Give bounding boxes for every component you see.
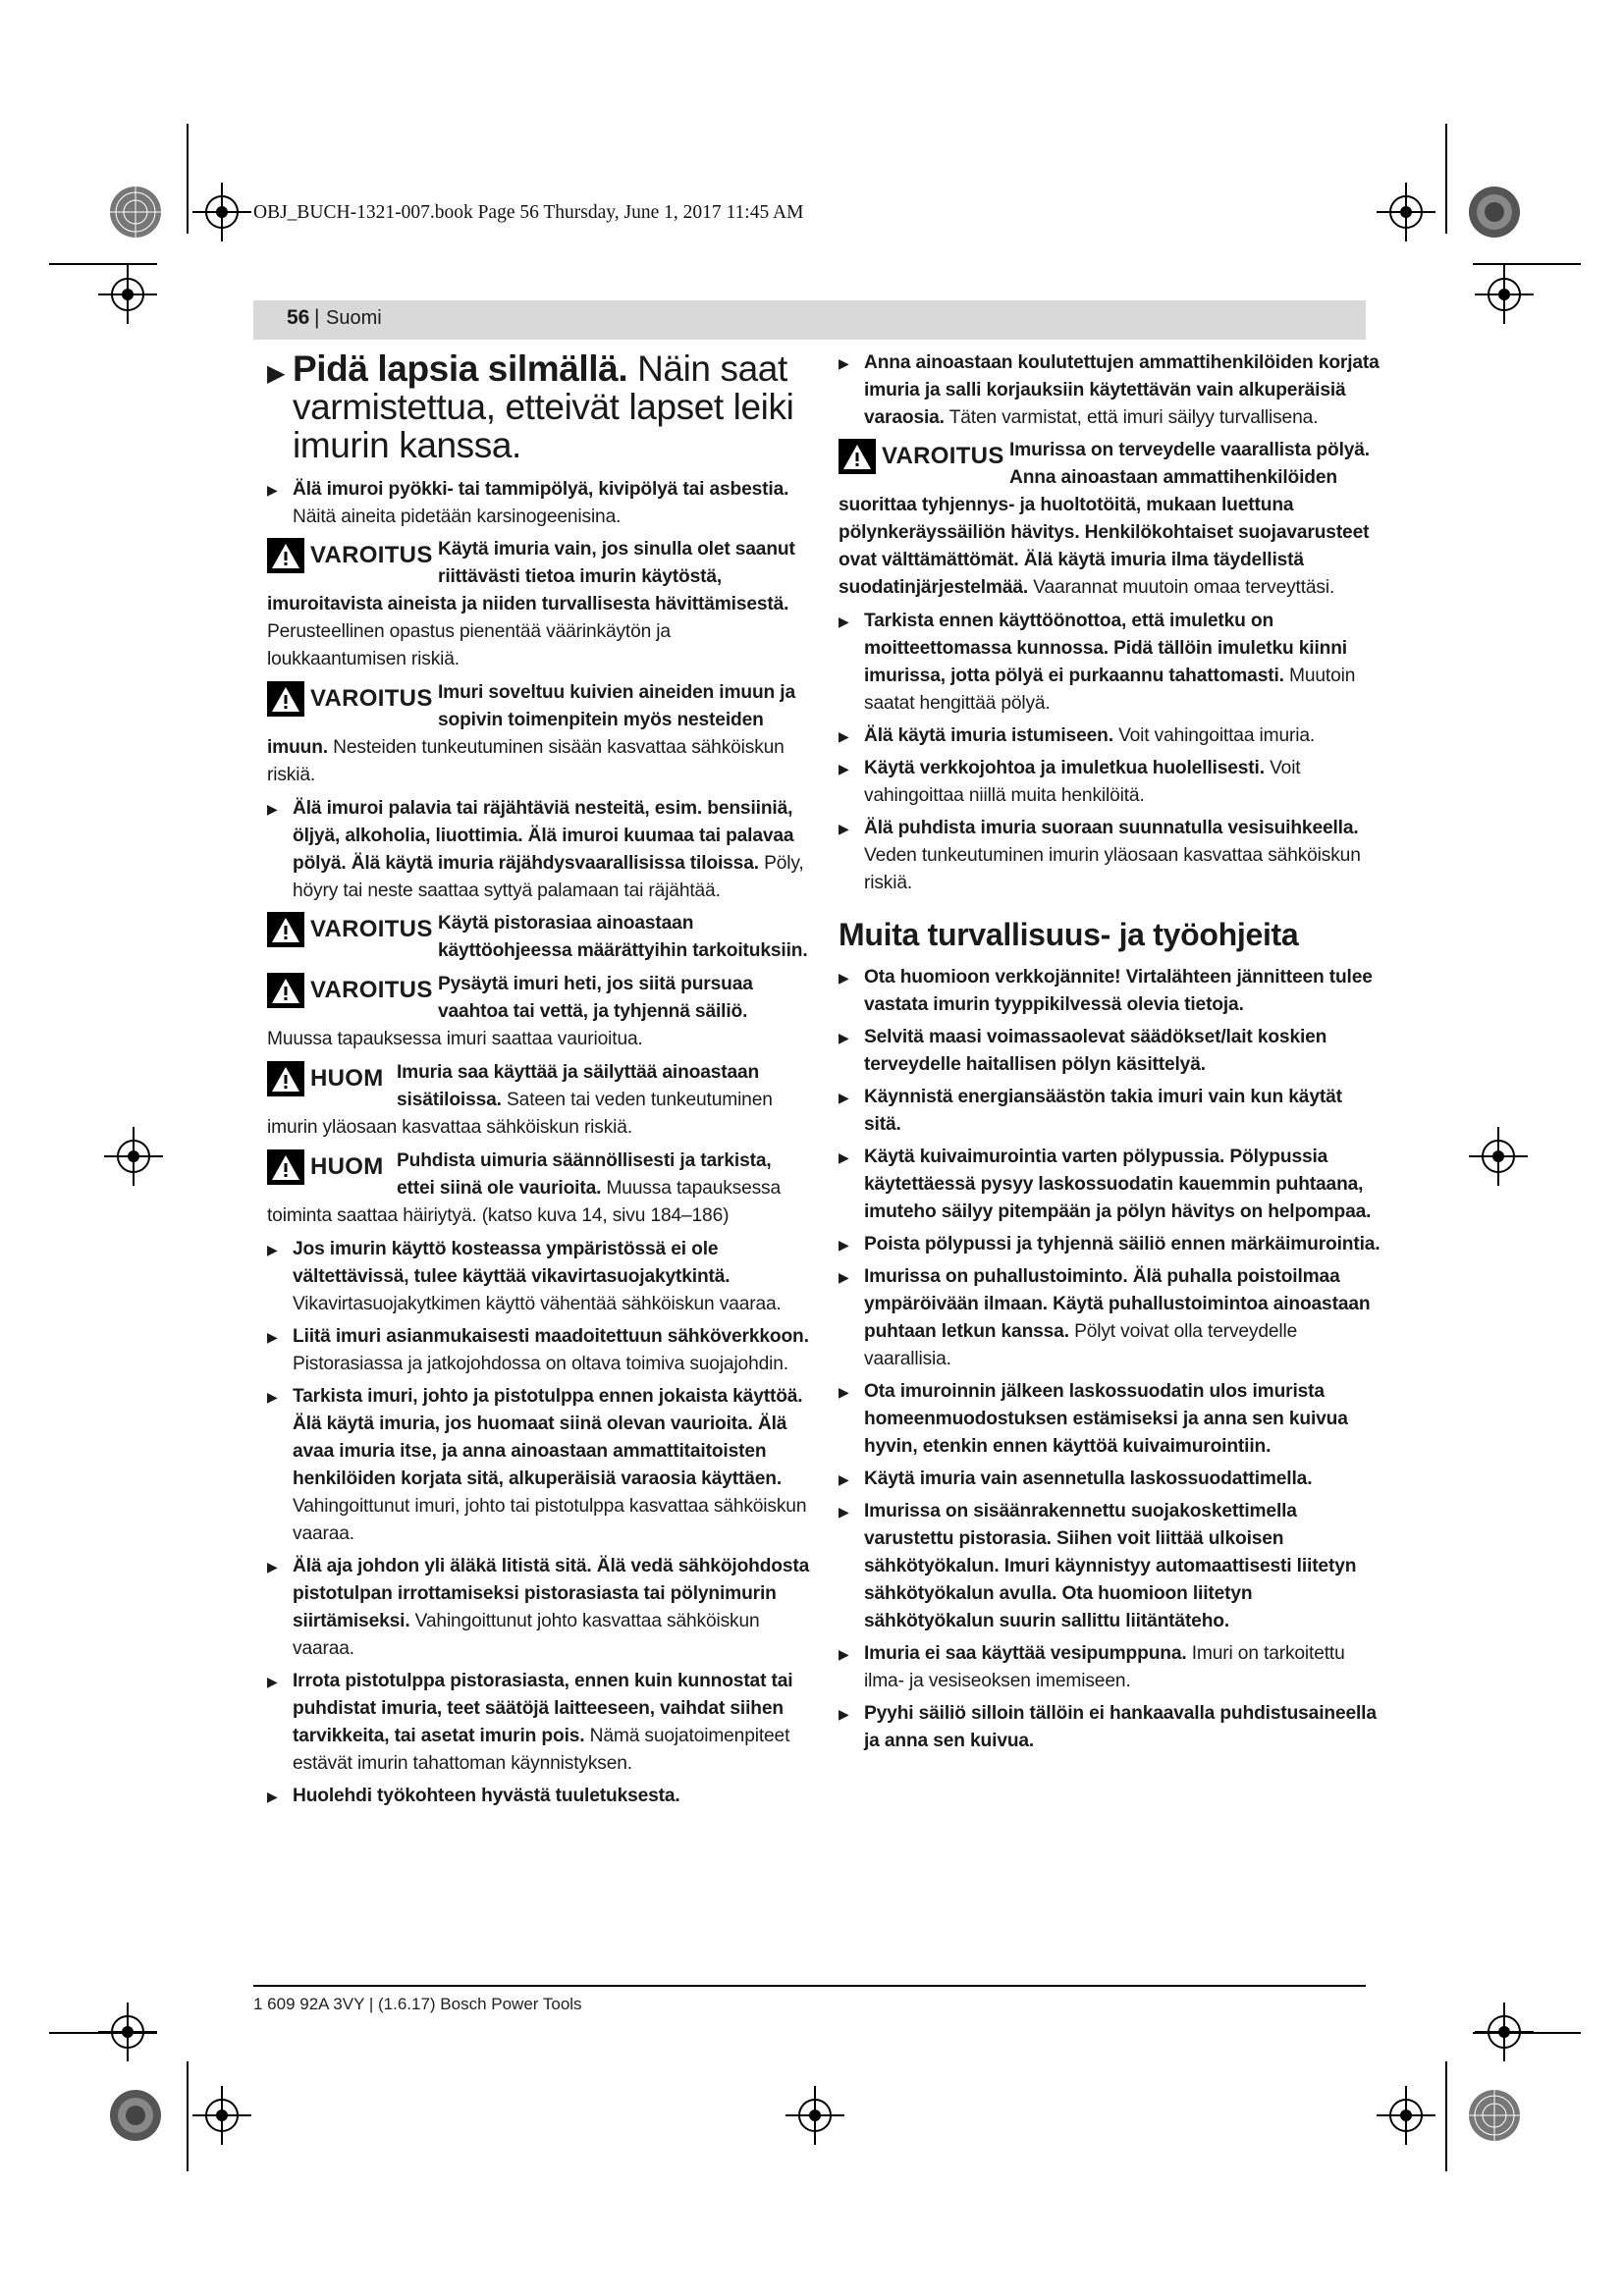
bullet-arrow-icon: ▶: [267, 1674, 278, 1689]
instruction-item: ▶ Käynnistä energiansäästön takia imuri vain kun käytät sitä.: [839, 1084, 1383, 1139]
header-separator: |: [314, 306, 320, 329]
crop-mark: [1445, 124, 1447, 234]
bullet-arrow-icon: ▶: [839, 1706, 849, 1722]
bullet-arrow-icon: ▶: [839, 1090, 849, 1105]
bullet-arrow-icon: ▶: [839, 1149, 849, 1165]
registration-wheel-icon: [106, 183, 165, 241]
warning-triangle-icon: [267, 1149, 304, 1185]
crosshair-icon: [192, 2086, 251, 2145]
instruction-item: ▶ Älä käytä imuria istumiseen. Voit vahingoittaa imuria.: [839, 722, 1383, 750]
bullet-arrow-icon: ▶: [267, 482, 278, 498]
page-header: [253, 300, 1366, 340]
instruction-item: ▶ Käytä kuivaimurointia varten pölypussia. Pölypussia käytettäessä pysyy laskossuodatin kauemmin puhtaana, imuteho säilyy pitempään ja pölyn hävitys on helpompaa.: [839, 1144, 1383, 1226]
bullet-arrow-icon: ▶: [839, 614, 849, 629]
bullet-arrow-icon: ▶: [839, 355, 849, 371]
crop-mark: [187, 2061, 189, 2171]
bullet-arrow-icon: ▶: [267, 1559, 278, 1575]
instruction-item: ▶ Älä imuroi palavia tai räjähtäviä nesteitä, esim. bensiiniä, öljyä, alkoholia, liuottimia. Älä imuroi kuumaa tai palavaa pölyä. Älä käytä imuria räjähdysvaarallisissa tiloissa. Pöly, höyry tai neste saattaa syttyä palamaan tai räjähtää.: [267, 795, 812, 905]
caution-badge: HUOM: [267, 1148, 389, 1189]
crosshair-icon: [98, 265, 157, 324]
caution-notice: HUOM Imuria saa käyttää ja säilyttää ainoastaan sisätiloissa. Sateen tai veden tunkeutuminen imurin yläosaan kasvattaa sähköiskun riskiä.: [267, 1059, 812, 1142]
bullet-arrow-icon: ▶: [267, 1242, 278, 1257]
instruction-item: ▶ Huolehdi työkohteen hyvästä tuuletuksesta.: [267, 1783, 812, 1810]
warning-badge: VAROITUS: [267, 679, 430, 721]
bullet-arrow-icon: ▶: [267, 1389, 278, 1405]
section-heading: Muita turvallisuus- ja työohjeita: [839, 917, 1299, 952]
warning-triangle-icon: [267, 1061, 304, 1096]
bullet-arrow-icon: ▶: [267, 801, 278, 817]
bullet-arrow-icon: ▶: [839, 1237, 849, 1253]
warning-triangle-icon: [267, 973, 304, 1008]
warning-badge: VAROITUS: [267, 971, 430, 1012]
instruction-item: ▶ Ota imuroinnin jälkeen laskossuodatin ulos imurista homeenmuodostuksen estämiseksi ja anna sen kuivua hyvin, etenkin ennen käyttöä kuivaimurointiin.: [839, 1378, 1383, 1461]
lead-instruction: ▶ Pidä lapsia silmällä. Näin saat varmistettua, etteivät lapset leiki imurin kanssa.: [267, 348, 794, 465]
instruction-item: ▶ Irrota pistotulppa pistorasiasta, ennen kuin kunnostat tai puhdistat imuria, teet säätöjä laitteeseen, vaihdat siihen tarvikkeita, tai asetat imurin pois. Nämä suojatoimenpiteet estävät imurin tahattoman käynnistyksen.: [267, 1668, 812, 1778]
instruction-item: ▶ Imuria ei saa käyttää vesipumppuna. Imuri on tarkoitettu ilma- ja vesiseoksen imemiseen.: [839, 1640, 1383, 1695]
instruction-item: ▶ Älä aja johdon yli äläkä litistä sitä. Älä vedä sähköjohdosta pistotulpan irrottamiseksi pistorasiasta tai pölynimurin siirtämiseksi. Vahingoittunut johto kasvattaa sähköiskun vaaraa.: [267, 1553, 812, 1663]
bullet-arrow-icon: ▶: [839, 821, 849, 836]
bullet-arrow-icon: ▶: [839, 1269, 849, 1285]
bullet-arrow-icon: ▶: [839, 970, 849, 986]
registration-wheel-icon: [106, 2086, 165, 2145]
bullet-arrow-icon: ▶: [839, 1504, 849, 1520]
warning-badge: VAROITUS: [267, 910, 430, 951]
crosshair-icon: [104, 1127, 163, 1186]
crosshair-icon: [1469, 1127, 1528, 1186]
crop-mark: [1445, 2061, 1447, 2171]
caution-notice: HUOM Puhdista uimuria säännöllisesti ja tarkista, ettei siinä ole vaurioita. Muussa tapauksessa toiminta saattaa häiriytyä. (katso kuva 14, sivu 184–186): [267, 1148, 812, 1230]
bullet-arrow-icon: ▶: [839, 1646, 849, 1662]
warning-notice: VAROITUS Käytä pistorasiaa ainoastaan käyttöohjeessa määrättyihin tarkoituksiin.: [267, 910, 812, 965]
crop-mark: [187, 124, 189, 234]
registration-wheel-icon: [1465, 183, 1524, 241]
header-language: Suomi: [326, 307, 382, 329]
warning-triangle-icon: [839, 439, 876, 474]
instruction-item: ▶ Selvitä maasi voimassaolevat säädökset/lait koskien terveydelle haitallisen pölyn käsittelyä.: [839, 1024, 1383, 1079]
instruction-item: ▶ Tarkista imuri, johto ja pistotulppa ennen jokaista käyttöä. Älä käytä imuria, jos huomaat siinä olevan vaurioita. Älä avaa imuria itse, ja anna ainoastaan ammattitaitoisten henkilöiden korjata sitä, alkuperäisiä varaosia käyttäen. Vahingoittunut imuri, johto tai pistotulppa kasvattaa sähköiskun vaaraa.: [267, 1383, 812, 1548]
instruction-item: ▶ Liitä imuri asianmukaisesti maadoitettuun sähköverkkoon. Pistorasiassa ja jatkojohdossa on oltava toimiva suojajohdin.: [267, 1323, 812, 1378]
warning-triangle-icon: [267, 538, 304, 573]
instruction-item: ▶ Poista pölypussi ja tyhjennä säiliö ennen märkäimurointia.: [839, 1231, 1383, 1258]
warning-notice: VAROITUS Imuri soveltuu kuivien aineiden imuun ja sopivin toimenpitein myös nesteiden imuun. Nesteiden tunkeutuminen sisään kasvattaa sähköiskun riskiä.: [267, 679, 812, 789]
instruction-item: ▶ Käytä imuria vain asennetulla laskossuodattimella.: [839, 1466, 1383, 1493]
page-footer: 1 609 92A 3VY | (1.6.17) Bosch Power Tools: [253, 1995, 582, 2013]
book-slug-line: OBJ_BUCH-1321-007.book Page 56 Thursday, June 1, 2017 11:45 AM: [253, 202, 804, 223]
crosshair-icon: [192, 183, 251, 241]
instruction-item: ▶ Pyyhi säiliö silloin tällöin ei hankaavalla puhdistusaineella ja anna sen kuivua.: [839, 1700, 1383, 1755]
instruction-item: ▶ Käytä verkkojohtoa ja imuletkua huolellisesti. Voit vahingoittaa niillä muita henkilöitä.: [839, 755, 1383, 810]
instruction-item: ▶ Älä imuroi pyökki- tai tammipölyä, kivipölyä tai asbestia. Näitä aineita pidetään karsinogeenisina.: [267, 476, 812, 531]
crosshair-icon: [1377, 2086, 1435, 2145]
instruction-item: ▶ Ota huomioon verkkojännite! Virtalähteen jännitteen tulee vastata imurin tyyppikilvessä olevia tietoja.: [839, 964, 1383, 1019]
warning-notice: VAROITUS Pysäytä imuri heti, jos siitä pursuaa vaahtoa tai vettä, ja tyhjennä säiliö. Muussa tapauksessa imuri saattaa vaurioitua.: [267, 971, 812, 1053]
warning-triangle-icon: [267, 681, 304, 717]
caution-badge: HUOM: [267, 1059, 389, 1100]
crosshair-icon: [98, 2002, 157, 2061]
crosshair-icon: [785, 2086, 844, 2145]
bullet-arrow-icon: ▶: [267, 1789, 278, 1804]
bullet-arrow-icon: ▶: [839, 1030, 849, 1045]
bullet-arrow-icon: ▶: [839, 1384, 849, 1400]
instruction-item: ▶ Jos imurin käyttö kosteassa ympäristössä ei ole vältettävissä, tulee käyttää vikavirtasuojakytkintä. Vikavirtasuojakytkimen käyttö vähentää sähköiskun vaaraa.: [267, 1236, 812, 1318]
crosshair-icon: [1377, 183, 1435, 241]
bullet-arrow-icon: ▶: [267, 1329, 278, 1345]
page-number: 56: [287, 306, 310, 329]
crosshair-icon: [1475, 265, 1534, 324]
right-column: [839, 349, 1383, 1760]
warning-notice: VAROITUS Imurissa on terveydelle vaarallista pölyä. Anna ainoastaan ammattihenkilöiden suorittaa tyhjennys- ja huoltotöitä, mukaan luettuna pölynkeräyssäiliön hävitys. Henkilökohtaiset suojavarusteet ovat välttämättömät. Älä käytä imuria ilma täydellistä suodatinjärjestelmää. Vaarannat muutoin omaa terveyttäsi.: [839, 437, 1383, 602]
crosshair-icon: [1475, 2002, 1534, 2061]
left-column: [267, 349, 812, 1815]
instruction-item: ▶ Anna ainoastaan koulutettujen ammattihenkilöiden korjata imuria ja salli korjauksiin käytettävän vain alkuperäisiä varaosia. Täten varmistat, että imuri säilyy turvallisena.: [839, 349, 1383, 432]
bullet-arrow-icon: ▶: [839, 761, 849, 776]
bullet-arrow-icon: ▶: [839, 728, 849, 744]
instruction-item: ▶ Imurissa on puhallustoiminto. Älä puhalla poistoilmaa ympäröivään ilmaan. Käytä puhallustoimintoa ainoastaan puhtaan letkun kanssa. Pölyt voivat olla terveydelle vaarallisia.: [839, 1263, 1383, 1373]
instruction-item: ▶ Tarkista ennen käyttöönottoa, että imuletku on moitteettomassa kunnossa. Pidä tällöin imuletku kiinni imurissa, jotta pölyä ei purkaannu tahattomasti. Muutoin saatat hengittää pölyä.: [839, 608, 1383, 718]
bullet-arrow-icon: ▶: [839, 1471, 849, 1487]
warning-badge: VAROITUS: [839, 437, 1001, 478]
registration-wheel-icon: [1465, 2086, 1524, 2145]
warning-triangle-icon: [267, 912, 304, 947]
footer-rule: [253, 1985, 1366, 1987]
instruction-item: ▶ Imurissa on sisäänrakennettu suojakoskettimella varustettu pistorasia. Siihen voit liittää ulkoisen sähkötyökalun. Imuri käynnistyy automaattisesti liitetyn sähkötyökalun avulla. Ota huomioon liitetyn sähkötyökalun suurin sallittu liitäntäteho.: [839, 1498, 1383, 1635]
warning-notice: VAROITUS Käytä imuria vain, jos sinulla olet saanut riittävästi tietoa imurin käytöstä, imuroitavista aineista ja niiden turvallisesta hävittämisestä. Perusteellinen opastus pienentää väärinkäytön ja loukkaantumisen riskiä.: [267, 536, 812, 673]
bullet-arrow-icon: ▶: [267, 360, 286, 387]
warning-badge: VAROITUS: [267, 536, 430, 577]
instruction-item: ▶ Älä puhdista imuria suoraan suunnatulla vesisuihkeella. Veden tunkeutuminen imurin yläosaan kasvattaa sähköiskun riskiä.: [839, 815, 1383, 897]
